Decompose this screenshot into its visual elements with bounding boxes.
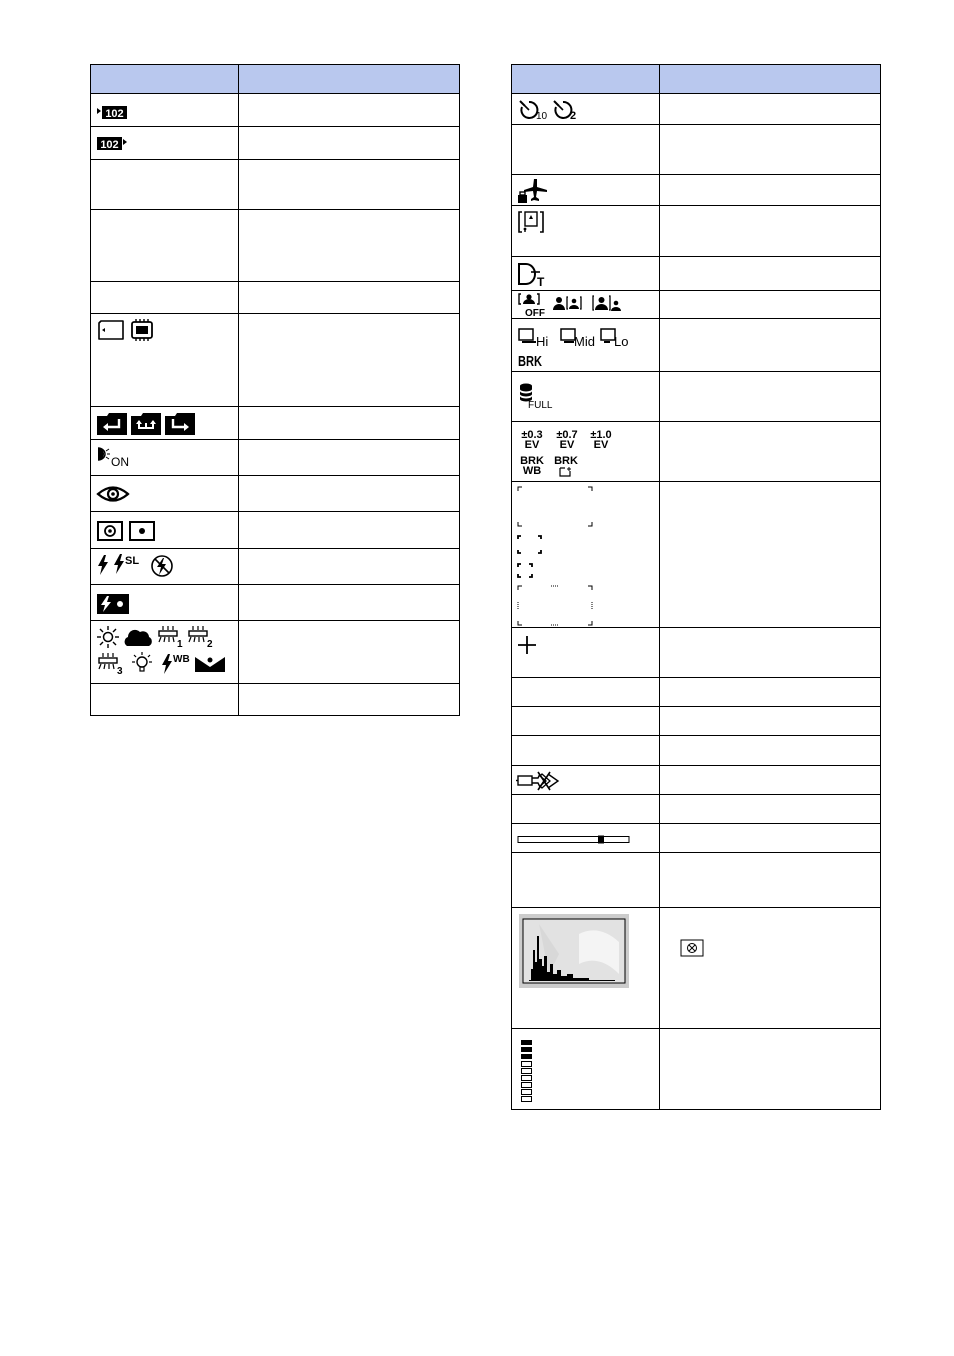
folder-next-icon xyxy=(97,136,129,152)
table-row xyxy=(91,282,460,314)
burst-bracket-icon xyxy=(518,352,544,368)
level-indicator-icon xyxy=(520,1040,534,1102)
wb-fluorescent-2-icon xyxy=(187,626,215,648)
table-row xyxy=(512,422,881,482)
header-display xyxy=(91,65,239,94)
header-indication xyxy=(239,65,460,94)
table-row xyxy=(512,678,881,707)
table-row xyxy=(512,319,881,372)
header-display xyxy=(512,65,660,94)
ev-bracket-10-icon xyxy=(585,430,617,450)
table-row xyxy=(512,125,881,175)
burst-hi-icon xyxy=(518,328,554,348)
table-row xyxy=(512,766,881,795)
table-row xyxy=(512,628,881,678)
pictbridge-disconnect-icon xyxy=(516,770,560,792)
wb-label: WB xyxy=(522,465,542,477)
flash-sl-label: SL xyxy=(125,555,140,567)
wb-fluorescent-3-icon xyxy=(97,653,125,675)
table-row xyxy=(512,257,881,291)
ev-10-value: ±1.0 xyxy=(590,429,612,441)
burst-lo-icon xyxy=(600,328,634,348)
wb-one-push-icon xyxy=(195,654,225,672)
table-row xyxy=(91,684,460,716)
wb-flash-icon xyxy=(161,652,191,674)
folder-number-label: 102 xyxy=(100,139,119,151)
burst-mid-icon xyxy=(560,328,598,348)
table-row xyxy=(91,94,460,127)
self-timer-10-label: 10 xyxy=(536,111,548,122)
self-timer-2-label: 2 xyxy=(570,110,577,122)
ev-bracket-07-icon xyxy=(551,430,583,450)
wb-2-label: 2 xyxy=(207,639,213,650)
play-all-folders-icon xyxy=(131,413,161,435)
right-icon-table xyxy=(511,64,881,1110)
table-row xyxy=(512,795,881,824)
table-row xyxy=(512,175,881,206)
dro-t-label: T xyxy=(537,275,545,289)
af-on-label: ON xyxy=(111,455,129,469)
metering-center-icon xyxy=(97,521,123,541)
table-row xyxy=(91,621,460,684)
table-row xyxy=(512,824,881,853)
brk-label: BRK xyxy=(554,455,578,467)
wb-bracket-icon xyxy=(516,456,548,476)
folder-prev-icon xyxy=(97,105,129,121)
table-row xyxy=(91,210,460,282)
framing-icon xyxy=(518,211,544,233)
play-from-folder-icon xyxy=(97,413,127,435)
red-eye-reduction-icon xyxy=(97,484,129,504)
flash-auto-icon xyxy=(97,555,109,575)
left-icon-table xyxy=(90,64,460,716)
folder-number-label: 102 xyxy=(105,108,124,120)
playback-bar-icon xyxy=(517,835,631,845)
ev-unit-label: EV xyxy=(524,439,540,451)
table-row xyxy=(91,585,460,621)
internal-memory-icon xyxy=(129,319,155,341)
table-row xyxy=(512,291,881,319)
play-to-folder-icon xyxy=(165,413,195,435)
ev-unit-label: EV xyxy=(593,439,609,451)
table-row xyxy=(512,372,881,422)
table-row xyxy=(512,1029,881,1110)
face-off-label: OFF xyxy=(525,308,545,319)
af-illuminator-icon xyxy=(97,446,137,468)
wb-incandescent-icon xyxy=(129,652,155,674)
metering-spot-icon xyxy=(129,521,155,541)
face-detection-adult-icon xyxy=(592,295,622,313)
table-row xyxy=(512,482,881,628)
burst-mid-label: Mid xyxy=(574,334,595,349)
header-indication xyxy=(660,65,881,94)
memory-full-icon xyxy=(518,383,558,409)
memory-card-icon xyxy=(97,320,125,340)
flash-wb-label: WB xyxy=(173,654,190,665)
ev-bracket-03-icon xyxy=(516,430,548,450)
flash-off-icon xyxy=(149,554,175,578)
brk-label: BRK xyxy=(520,455,544,467)
dro-icon xyxy=(518,263,548,287)
wb-fluorescent-1-icon xyxy=(157,626,185,648)
burst-brk-label: BRK xyxy=(518,353,543,370)
dro-bracket-icon xyxy=(550,456,582,477)
table-row xyxy=(512,206,881,257)
table-header-row xyxy=(512,65,881,94)
table-row xyxy=(512,853,881,908)
burst-hi-label: Hi xyxy=(536,334,549,349)
spot-metering-cross-icon xyxy=(518,636,536,654)
wb-3-label: 3 xyxy=(117,666,123,677)
table-row xyxy=(91,407,460,440)
table-header-row xyxy=(91,65,460,94)
table-row xyxy=(91,440,460,476)
self-timer-2-icon xyxy=(552,99,580,121)
face-detection-child-icon xyxy=(552,295,582,313)
face-detection-off-icon xyxy=(518,293,548,317)
histogram-thumbnail xyxy=(519,914,629,988)
ev-07-value: ±0.7 xyxy=(556,429,578,441)
table-row xyxy=(512,736,881,766)
af-range-finder-frames-icon xyxy=(517,486,597,626)
table-row xyxy=(91,476,460,512)
memory-full-label: FULL xyxy=(528,400,553,411)
wb-1-label: 1 xyxy=(177,639,183,650)
table-row xyxy=(91,127,460,160)
table-row xyxy=(91,549,460,585)
flash-charging-icon xyxy=(97,594,129,614)
table-row xyxy=(512,94,881,125)
ev-03-value: ±0.3 xyxy=(521,429,543,441)
table-row xyxy=(91,160,460,210)
self-timer-10-icon xyxy=(518,99,550,121)
burst-lo-label: Lo xyxy=(614,334,629,349)
histogram-error-icon xyxy=(680,939,704,957)
wb-cloudy-icon xyxy=(123,627,153,647)
flash-slow-sync-icon xyxy=(113,554,147,574)
table-row xyxy=(91,314,460,407)
wb-daylight-icon xyxy=(97,626,119,648)
table-row xyxy=(512,908,881,1029)
table-row xyxy=(512,707,881,736)
airplane-mode-icon xyxy=(518,179,548,203)
table-row xyxy=(91,512,460,549)
ev-unit-label: EV xyxy=(559,439,575,451)
